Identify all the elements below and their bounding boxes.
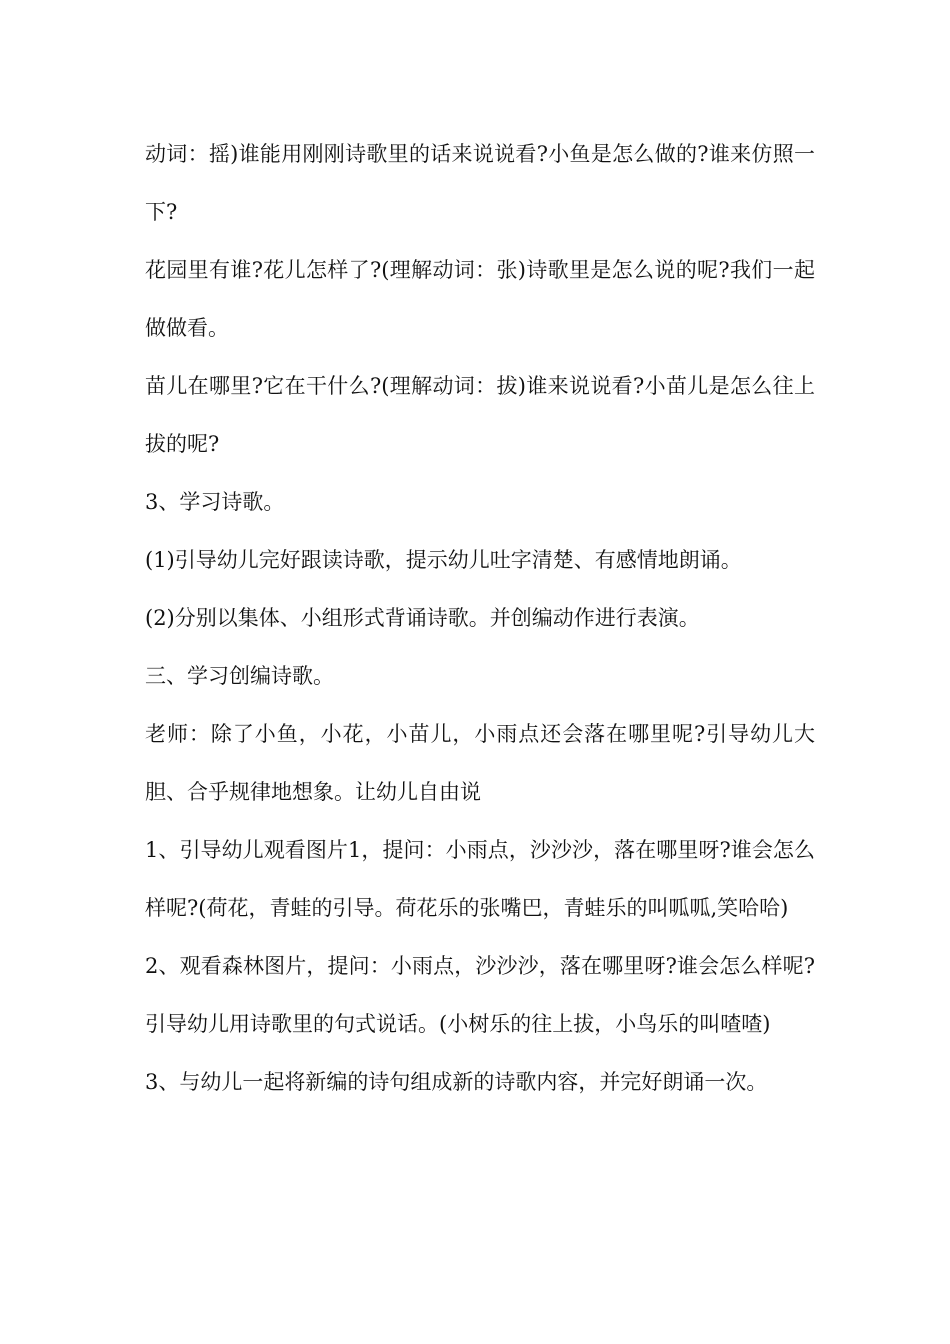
paragraph-8: 老师：除了小鱼，小花，小苗儿，小雨点还会落在哪里呢?引导幼儿大胆、合乎规律地想象。让幼儿自由说 (145, 722, 815, 804)
section-heading-learn-poem: 3、学习诗歌。 (145, 490, 285, 514)
paragraph-9: 1、引导幼儿观看图片1，提问：小雨点，沙沙沙，落在哪里呀?谁会怎么样呢?(荷花，青蛙的引导。荷花乐的张嘴巴，青蛙乐的叫呱呱,笑哈哈) (145, 838, 815, 920)
paragraph-3: 苗儿在哪里?它在干什么?(理解动词：拔)谁来说说看?小苗儿是怎么往上拔的呢? (145, 374, 815, 456)
paragraph-6: (2)分别以集体、小组形式背诵诗歌。并创编动作进行表演。 (145, 606, 700, 630)
paragraph-5: (1)引导幼儿完好跟读诗歌，提示幼儿吐字清楚、有感情地朗诵。 (145, 548, 742, 572)
section-heading-create-poem: 三、学习创编诗歌。 (145, 664, 334, 688)
paragraph-1: 动词：摇)谁能用刚刚诗歌里的话来说说看?小鱼是怎么做的?谁来仿照一下? (145, 142, 815, 224)
document-body (145, 125, 815, 1111)
paragraph-2: 花园里有谁?花儿怎样了?(理解动词：张)诗歌里是怎么说的呢?我们一起做做看。 (145, 258, 815, 340)
paragraph-10: 2、观看森林图片，提问：小雨点，沙沙沙，落在哪里呀?谁会怎么样呢?引导幼儿用诗歌里的句式说话。(小树乐的往上拔，小鸟乐的叫喳喳) (145, 954, 815, 1036)
paragraph-11: 3、与幼儿一起将新编的诗句组成新的诗歌内容，并完好朗诵一次。 (145, 1070, 768, 1094)
